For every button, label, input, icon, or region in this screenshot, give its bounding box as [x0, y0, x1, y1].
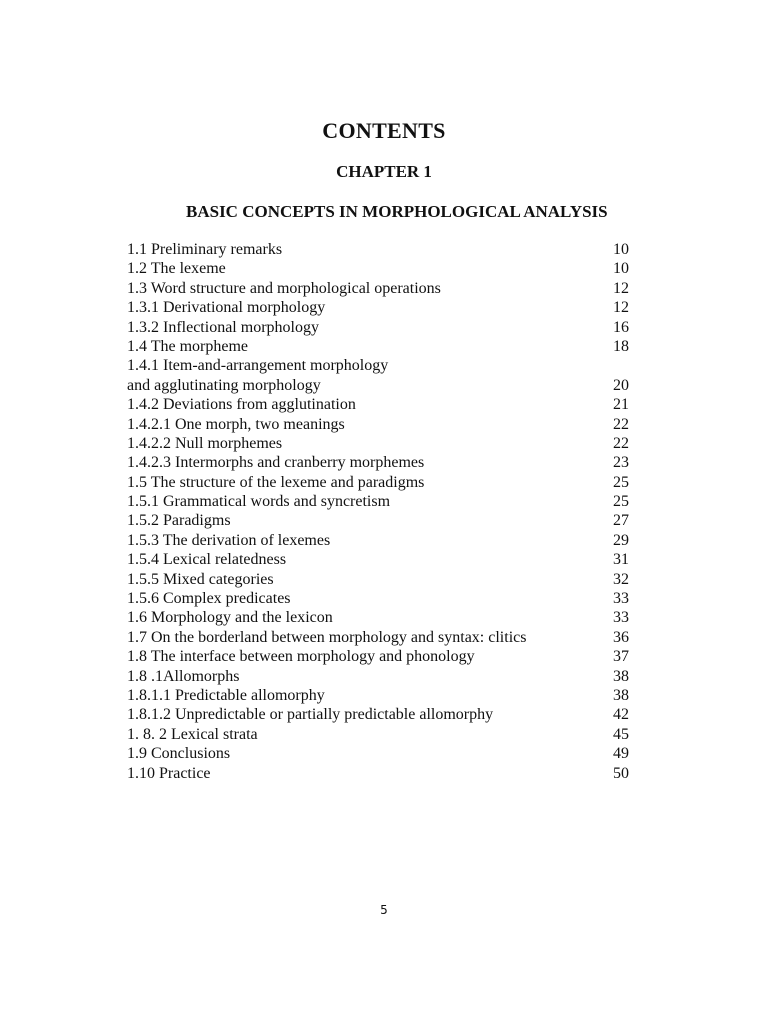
toc-entry-title: 1.5.3 The derivation of lexemes [127, 531, 331, 549]
toc-entry-title: 1.7 On the borderland between morphology and syntax: clitics [127, 628, 527, 646]
toc-entry-title: 1.8.1.1 Predictable allomorphy [127, 686, 325, 704]
toc-entry-title: 1.5.5 Mixed categories [127, 570, 274, 588]
toc-entry [127, 705, 629, 724]
toc-entry [127, 550, 629, 569]
toc-entry [127, 240, 629, 259]
toc-entry-page: 22 [613, 434, 629, 452]
toc-entry-page: 21 [613, 396, 629, 414]
toc-entry [127, 531, 629, 550]
toc-entry-title: 1.5 The structure of the lexeme and paradigms [127, 473, 425, 491]
toc-entry [127, 318, 629, 337]
toc-entry-title: 1.4 The morpheme [127, 337, 249, 355]
toc-entry-title: 1.3.2 Inflectional morphology [127, 318, 319, 336]
toc-entry-page: 32 [613, 570, 629, 588]
toc-entry-title: 1.5.6 Complex predicates [127, 590, 291, 608]
toc-entry-page: 33 [613, 609, 629, 627]
chapter-title: BASIC CONCEPTS IN MORPHOLOGICAL ANALYSIS [186, 202, 608, 221]
toc-entry-page: 42 [613, 706, 629, 724]
toc-entry-page: 37 [613, 648, 629, 666]
toc-entry [127, 356, 629, 375]
toc-entry [127, 647, 629, 666]
toc-entry-page: 31 [613, 551, 629, 569]
toc-entry-page: 45 [613, 725, 629, 743]
toc-entry-title: 1.3.1 Derivational morphology [127, 299, 326, 317]
toc-entry [127, 259, 629, 278]
toc-entry-page: 18 [613, 337, 629, 355]
toc-entry-page: 50 [613, 764, 629, 782]
toc-entry-title: and agglutinating morphology [127, 376, 321, 394]
toc-entry [127, 279, 629, 298]
toc-entry [127, 570, 629, 589]
toc-entry-page: 38 [613, 686, 629, 704]
toc-entry [127, 453, 629, 472]
toc-entry [127, 492, 629, 511]
toc-entry [127, 415, 629, 434]
toc-entry-page: 16 [613, 318, 629, 336]
toc-entry-title: 1.4.2.3 Intermorphs and cranberry morphemes [127, 454, 425, 472]
toc-entry-page: 25 [613, 473, 629, 491]
toc-entry-title: 1.3 Word structure and morphological operations [127, 279, 441, 297]
toc-entry-title: 1.9 Conclusions [127, 745, 231, 763]
toc-entry-title: 1.4.2.1 One morph, two meanings [127, 415, 345, 433]
toc-entry-page: 27 [613, 512, 629, 530]
toc-entry [127, 725, 629, 744]
toc-entry-title: 1.6 Morphology and the lexicon [127, 609, 333, 627]
toc-entry-title: 1.10 Practice [127, 764, 211, 782]
toc-entry-title: 1.4.2 Deviations from agglutination [127, 396, 356, 414]
toc-entry [127, 376, 629, 395]
toc-entry-page: 12 [613, 279, 629, 297]
toc-entry-page: 12 [613, 299, 629, 317]
toc-entry [127, 337, 629, 356]
toc-entry [127, 608, 629, 627]
page-number: 5 [380, 903, 388, 917]
toc-entry-page: 23 [613, 454, 629, 472]
toc-entry-title: 1.5.4 Lexical relatedness [127, 551, 287, 569]
toc-entry-title: 1.5.1 Grammatical words and syncretism [127, 493, 391, 511]
toc-entry [127, 686, 629, 705]
toc-entry-title: 1.8 .1Allomorphs [127, 667, 240, 685]
toc-entry-title: 1.8.1.2 Unpredictable or partially predictable allomorphy [127, 706, 494, 724]
toc-entry [127, 589, 629, 608]
toc-entry-title: 1.8 The interface between morphology and phonology [127, 648, 475, 666]
toc-entry [127, 628, 629, 647]
toc-entry [127, 298, 629, 317]
toc-entry-page: 20 [613, 376, 629, 394]
toc-entry-title: 1.4.2.2 Null morphemes [127, 434, 283, 452]
toc-entry [127, 667, 629, 686]
toc-entry [127, 511, 629, 530]
toc-entry-page: 10 [613, 241, 629, 258]
toc-entry-title: 1.2 The lexeme [127, 260, 226, 278]
chapter-label: CHAPTER 1 [336, 162, 432, 181]
toc-entry-title: 1. 8. 2 Lexical strata [127, 725, 258, 743]
toc-entry-page: 49 [613, 745, 629, 763]
toc-entry-title: 1.5.2 Paradigms [127, 512, 231, 530]
toc-entry-page: 36 [613, 628, 629, 646]
toc-entry [127, 434, 629, 453]
toc-entry-page: 33 [613, 590, 629, 608]
table-of-contents [127, 240, 629, 783]
toc-entry [127, 764, 629, 783]
toc-entry [127, 473, 629, 492]
toc-entry-title: 1.4.1 Item-and-arrangement morphology [127, 357, 389, 375]
toc-entry-page: 22 [613, 415, 629, 433]
toc-entry-title: 1.1 Preliminary remarks [127, 241, 283, 258]
toc-entry [127, 744, 629, 763]
toc-entry-page: 29 [613, 531, 629, 549]
contents-heading: CONTENTS [322, 118, 446, 143]
toc-entry-page: 10 [613, 260, 629, 278]
toc-entry-page: 25 [613, 493, 629, 511]
toc-entry-page: 38 [613, 667, 629, 685]
toc-entry [127, 395, 629, 414]
